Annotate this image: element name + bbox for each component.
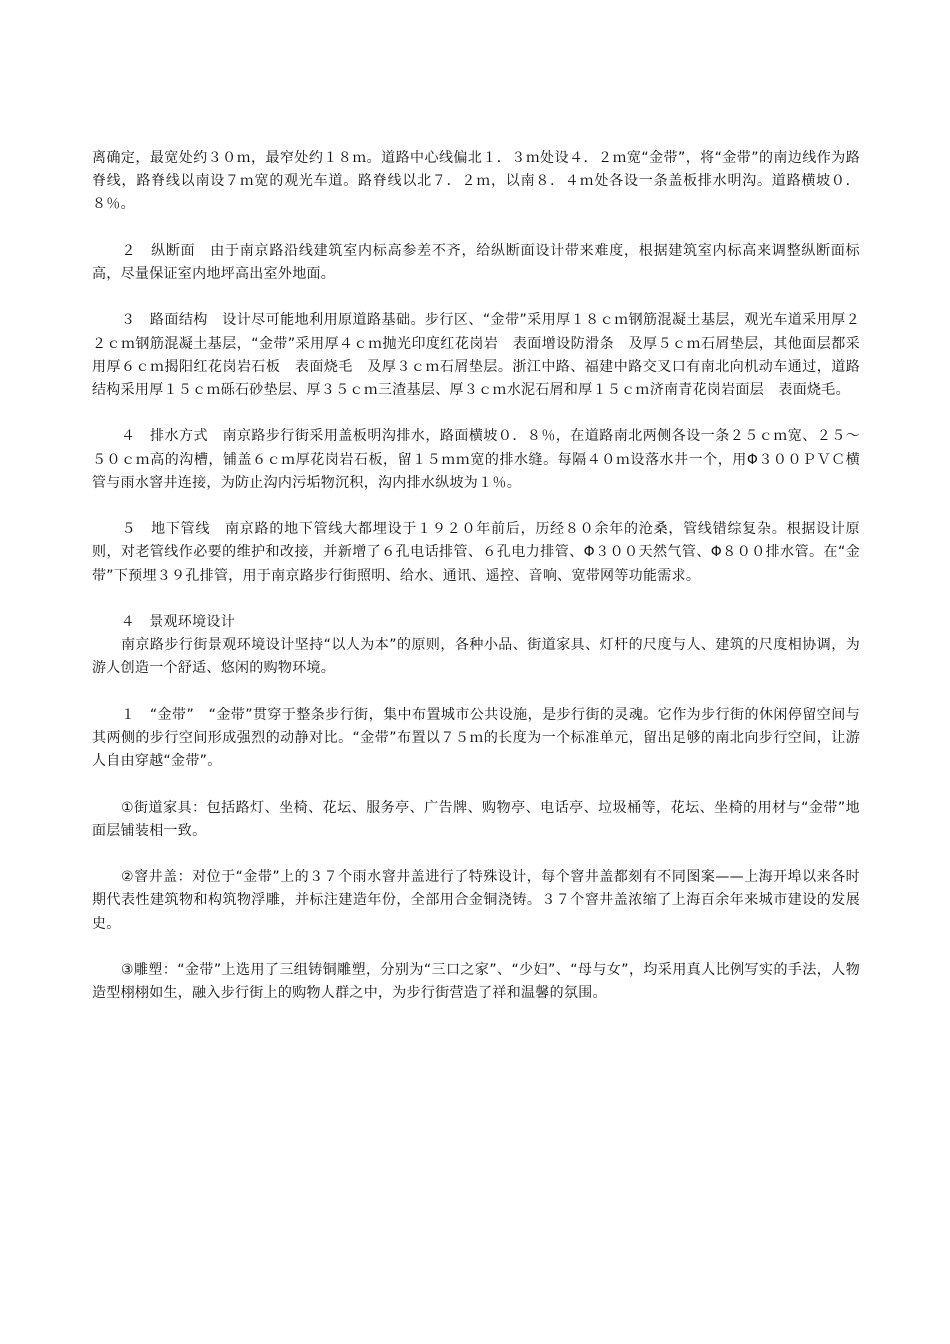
paragraph-cross-section-cont: 离确定，最宽处约３０ｍ，最窄处约１８ｍ。道路中心线偏北１．３ｍ处设４．２ｍ宽“金带”，将“金带”的南边线作为路脊线，路脊线以南设７ｍ宽的观光车道。路脊线以北７．２ｍ，以南８．４ｍ处各设一条盖板排水明沟。道路横坡０．８％。 [92,150,860,213]
paragraph-longitudinal-section: ２ 纵断面 由于南京路沿线建筑室内标高参差不齐，给纵断面设计带来难度，根据建筑室内标高来调整纵断面标高，尽量保证室内地坪高出室外地面。 [92,242,860,282]
paragraph-drainage: ４ 排水方式 南京路步行街采用盖板明沟排水，路面横坡０．８％，在道路南北两侧各设一条２５ｃｍ宽、２５～５０ｃｍ高的沟槽，铺盖６ｃｍ厚花岗岩石板，留１５ｍｍ宽的排水缝。每隔４０ｍ设落水井一个，用Φ３００ＰＶＣ横管与雨水窨井连接，为防止沟内污垢物沉积，沟内排水纵坡为１％。 [92,428,860,491]
paragraph-golden-belt: １ “金带” “金带”贯穿于整条步行街，集中布置城市公共设施，是步行街的灵魂。它作为步行街的休闲停留空间与其两侧的步行空间形成强烈的动静对比。“金带”布置以７５ｍ的长度为一个标准单元，留出足够的南北向步行空间，让游人自由穿越“金带”。 [92,706,860,770]
paragraph-pavement-structure: ３ 路面结构 设计尽可能地利用原道路基础。步行区、“金带”采用厚１８ｃｍ钢筋混凝土基层，观光车道采用厚２２ｃｍ钢筋混凝土基层，“金带”采用厚４ｃｍ抛光印度红花岗岩 表面增设防滑条 及厚５ｃｍ石屑垫层，其他面层都采用厚６ｃｍ揭阳红花岗岩石板 表面烧毛 及厚３ｃｍ石屑垫层。浙江中路、福建中路交叉口有南北向机动车通过，道路结构采用厚１５ｃｍ砾石砂垫层、厚３５ｃｍ三渣基层、厚３ｃｍ水泥石屑和厚１５ｃｍ济南青花岗岩面层 表面烧毛。 [92,312,860,398]
paragraph-gap [92,936,860,959]
paragraph-manhole-covers: ②窨井盖：对位于“金带”上的３７个雨水窨井盖进行了特殊设计，每个窨井盖都刻有不同图案——上海开埠以来各时期代表性建筑物和构筑物浮雕，并标注建造年份，全部用合金铜浇铸。３７个窨井盖浓缩了上海百余年来城市建设的发展史。 [92,869,860,932]
paragraph-gap [92,843,860,866]
paragraph-gap [92,773,860,796]
section-heading-landscape: ４ 景观环境设计 [92,613,235,630]
paragraph-gap [92,286,860,309]
paragraph-underground-pipelines: ５ 地下管线 南京路的地下管线大都埋设于１９２０年前后，历经８０余年的沧桑，管线错综复杂。根据设计原则，对老管线作必要的维护和改接，并新增了６孔电话排管、６孔电力排管、Φ３００天然气管、Φ８００排水管。在“金带”下预埋３９孔排管，用于南京路步行街照明、给水、通讯、遥控、音响、宽带网等功能需求。 [92,521,860,584]
paragraph-street-furniture: ①街道家具：包括路灯、坐椅、花坛、服务亭、广告牌、购物亭、电话亭、垃圾桶等，花坛、坐椅的用材与“金带”地面层铺装相一致。 [92,799,860,839]
paragraph-gap [92,588,860,611]
paragraph-gap [92,495,860,518]
paragraph-landscape-intro: 南京路步行街景观环境设计坚持“以人为本”的原则，各种小品、街道家具、灯杆的尺度与人、建筑的尺度相协调，为游人创造一个舒适、悠闲的购物环境。 [92,637,860,677]
document-page [92,147,860,1005]
paragraph-gap [92,681,860,704]
paragraph-gap [92,217,860,240]
paragraph-gap [92,402,860,425]
paragraph-sculptures: ③雕塑：“金带”上选用了三组铸铜雕塑，分别为“三口之家”、“少妇”、“母与女”，均采用真人比例写实的手法，人物造型栩栩如生，融入步行街上的购物人群之中，为步行街营造了祥和温馨的氛围。 [92,961,860,1002]
